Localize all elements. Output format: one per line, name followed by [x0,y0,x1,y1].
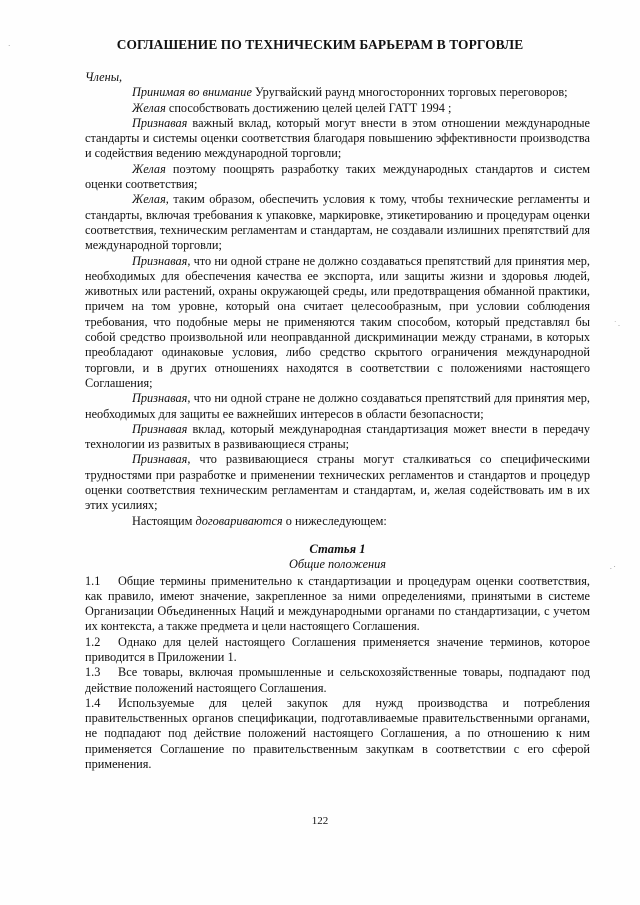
clause-text: Однако для целей настоящего Соглашения применяется значение терминов, которое приводится в Приложении 1. [85,634,590,664]
recital-paragraph [85,254,590,392]
recital-paragraph [85,452,590,513]
recital-paragraph [85,422,590,453]
scan-speck: ˙ . [614,320,620,328]
recital-paragraph [85,162,590,193]
clause-paragraph [85,696,590,772]
recital-lead: Признавая [132,391,188,406]
agreement-line [85,514,590,529]
scan-speck: · [8,42,11,50]
article-heading: Статья 1 [309,541,366,556]
agreement-italic: договариваются [195,513,283,528]
recital-text: поэтому поощрять разработку таких международных стандартов и систем оценки соответствия; [85,161,590,192]
clause-number: 1.3 [85,665,101,680]
recital-lead: Желая [132,100,166,115]
page-number: 122 [311,815,329,827]
recital-lead: Желая, [132,192,169,207]
clause-text: Используемые для целей закупок для нужд производства и потребления правительственных органов спецификации, подготавливаемые правительственными органами, не подпадают под действие положений настоящего Соглашения, а по отношению к ним применяется Соглашение по правительственным закупкам в соответствии с его сферой применения. [85,695,590,772]
recital-text: важный вклад, который могут внести в этом отношении международные стандарты и системы оценки соответствия благодаря повышению эффективности производства и содействия ведению международной торговли; [85,115,590,161]
recital-paragraph [85,391,590,422]
recitals [85,85,590,513]
clause-paragraph [85,574,590,635]
recital-paragraph [85,85,590,100]
clause-number: 1.4 [85,695,101,710]
recital-paragraph [85,192,590,253]
clause-paragraph [85,635,590,666]
clause-number: 1.2 [85,634,101,649]
agreement-post: о нижеследующем: [282,513,387,528]
clause-text: Общие термины применительно к стандартизации и процедурам оценки соответствия, как правило, имеют значение, закрепленное за ними определениями, принятыми в системе Организации Объединенных Наций и международными органами по стандартизации, с учетом их контекста, а также предмета и цели настоящего Соглашения. [85,573,590,634]
clause-paragraph [85,665,590,696]
article-subheading: Общие положения [288,557,387,572]
document-body [85,70,590,772]
scan-speck: . · [610,563,616,571]
agreement-pre: Настоящим [132,513,196,528]
recital-text: , что развивающиеся страны могут сталкиваться со специфическими трудностями при разработке и применении технических регламентов и стандартов и процедур оценки соответствия техническим регламентам и стандартам, и, желая содействовать им в их этих усилиях; [85,452,590,513]
recital-lead: Признавая [132,253,188,268]
recital-paragraph [85,116,590,162]
document-title: СОГЛАШЕНИЕ ПО ТЕХНИЧЕСКИМ БАРЬЕРАМ В ТОРГОВЛЕ [116,37,524,52]
recital-text: Уругвайский раунд многосторонних торговых переговоров; [251,85,568,100]
clauses [85,574,590,773]
recital-lead: Признавая [132,115,188,130]
recital-lead: Признавая [132,452,188,467]
recital-text: вклад, который международная стандартизация может внести в передачу технологии из развитых в развивающиеся страны; [85,421,590,452]
clause-number: 1.1 [85,573,101,588]
recital-lead: Желая [132,161,166,176]
recital-paragraph [85,101,590,116]
recital-text: способствовать достижению целей целей ГАТТ 1994 ; [165,100,452,115]
recital-text: , что ни одной стране не должно создаваться препятствий для принятия мер, необходимых для защиты ее важнейших интересов в области безопасности; [85,391,590,421]
recital-text: таким образом, обеспечить условия к тому, чтобы технические регламенты и стандарты, включая требования к упаковке, маркировке, этикетированию и процедурам оценки соответствия, техническим регламентам и стандартам, не создавали излишних препятствий для международной торговли; [85,192,590,253]
members-line: Члены, [85,70,123,84]
clause-text: Все товары, включая промышленные и сельскохозяйственные товары, подпадают под действие положений настоящего Соглашения. [85,665,590,695]
recital-lead: Признавая [132,421,188,436]
recital-text: , что ни одной стране не должно создаваться препятствий для принятия мер, необходимых для обеспечения качества ее экспорта, или защиты жизни и здоровья людей, животных или растений, охраны окружающей среды, или предотвращения обманной практики, причем на том уровне, который она считает целесообразным, при условии соблюдения требования, что подобные меры не применяются таким способом, который представлял бы собой средство произвольной или неоправданной дискриминации между странами, в которых преобладают одинаковые условия, либо средство скрытого ограничения международной торговли, и в других отношениях находятся в соответствии с положениями настоящего Соглашения; [85,253,590,390]
recital-lead: Принимая во внимание [132,85,252,100]
